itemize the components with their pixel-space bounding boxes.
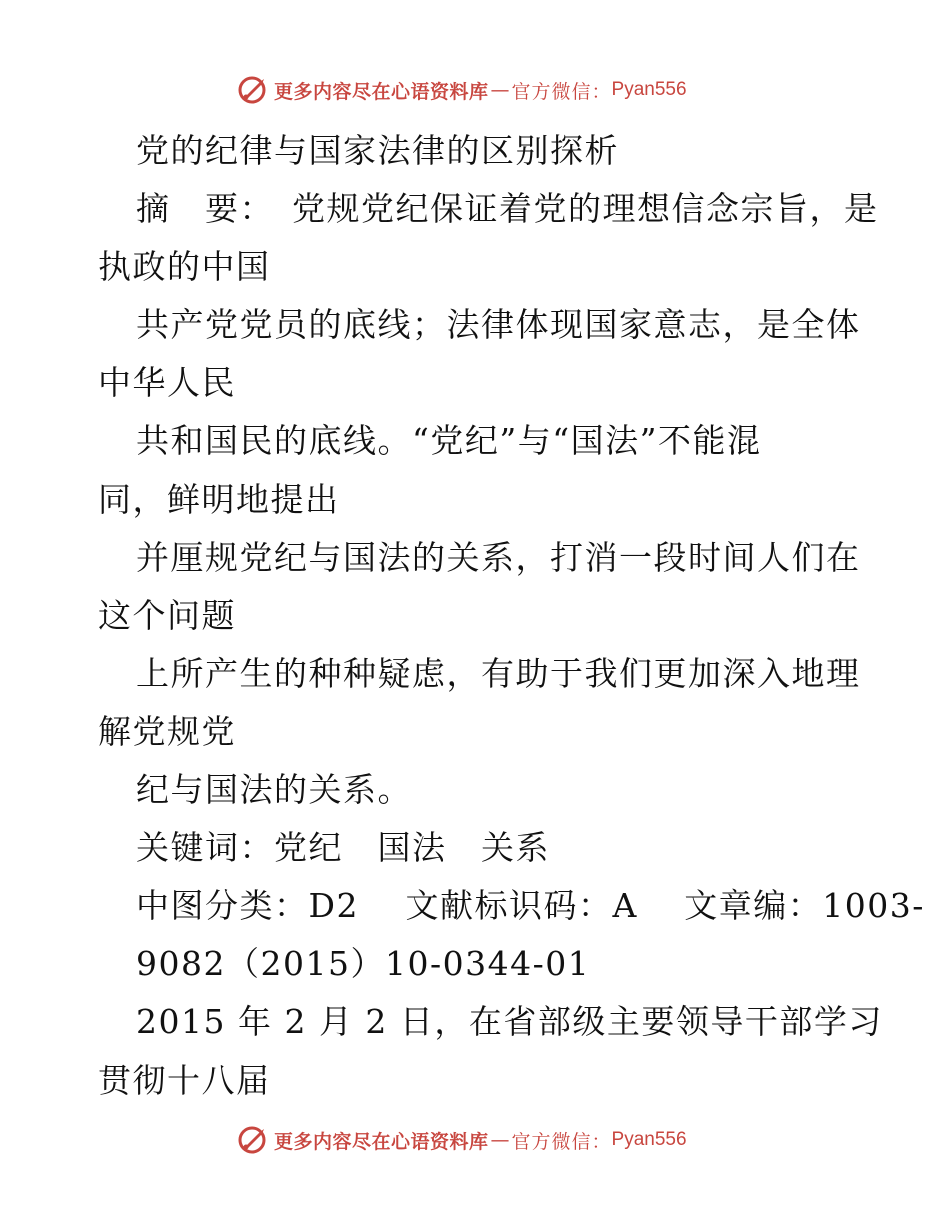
watermark-wechat-id: Pyan556: [611, 79, 687, 100]
watermark-dash: —: [490, 1129, 510, 1151]
text-line: 同，鲜明地提出: [98, 479, 340, 519]
document-title: 党的纪律与国家法律的区别探析: [136, 131, 619, 170]
watermark-header: [236, 72, 687, 108]
watermark-wechat-id: Pyan556: [611, 1129, 687, 1150]
keywords-line: 关键词：党纪 国法 关系: [136, 828, 550, 868]
text-line: 2015 年 2 月 2 日，在省部级主要领导干部学习: [136, 1002, 883, 1042]
text-line: 执政的中国: [98, 247, 271, 287]
watermark-wechat-label: 官方微信：: [511, 1130, 612, 1153]
text-line: 摘 要： 党规党纪保证着党的理想信念宗旨，是: [136, 189, 879, 229]
brush-logo-icon: [236, 1123, 270, 1157]
watermark-footer: [236, 1122, 687, 1158]
watermark-main-text: 更多内容尽在心语资料库: [274, 80, 489, 103]
text-line: 中华人民: [98, 363, 236, 403]
text-line: 共和国民的底线。“党纪”与“国法”不能混: [136, 421, 762, 461]
text-line: 上所产生的种种疑虑，有助于我们更加深入地理: [136, 653, 861, 693]
text-line: 共产党党员的底线；法律体现国家意志，是全体: [136, 305, 861, 345]
article-number-line: 9082（2015）10-0344-01: [136, 944, 591, 984]
text-line: 并厘规党纪与国法的关系，打消一段时间人们在: [136, 537, 861, 577]
brush-logo-icon: [236, 73, 270, 107]
text-line: 这个问题: [98, 595, 236, 635]
text-line: 解党规党: [98, 711, 236, 751]
document-body: [98, 122, 925, 1110]
text-line: 纪与国法的关系。: [136, 770, 412, 810]
watermark-main-text: 更多内容尽在心语资料库: [274, 1130, 489, 1153]
watermark-wechat-label: 官方微信：: [511, 80, 612, 103]
text-line: 贯彻十八届: [98, 1060, 271, 1100]
watermark-dash: —: [490, 79, 510, 101]
classification-line: 中图分类：D2 文献标识码：A 文章编：1003-: [136, 886, 925, 926]
